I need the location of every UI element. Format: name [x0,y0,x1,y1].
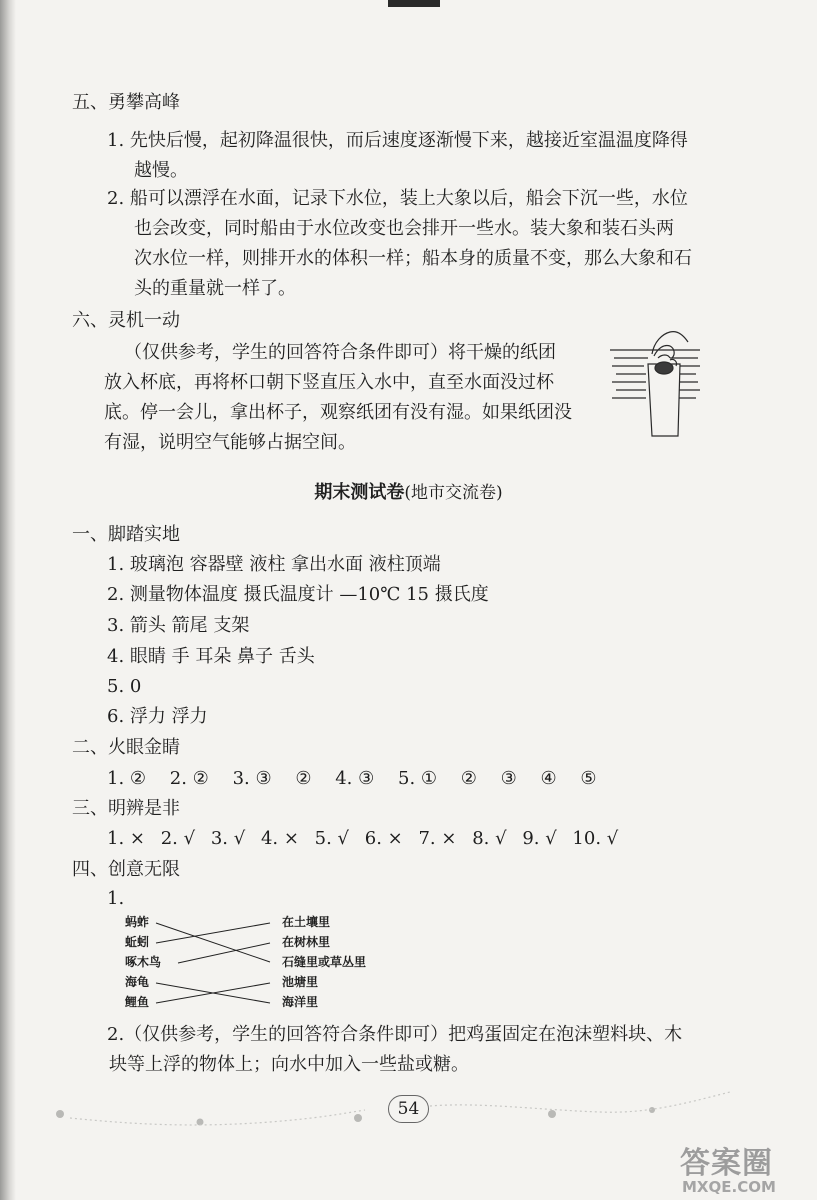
sec5-item1-line2: 越慢。 [134,160,188,181]
q2-answer: 1. ② [107,768,147,789]
q4-heading: 四、创意无限 [72,859,180,880]
q2-heading: 二、火眼金睛 [72,737,180,758]
q2-answer: ④ [540,768,557,789]
match-left-item: 鲤鱼 [125,995,150,1009]
match-right-item: 石缝里或草丛里 [282,955,367,969]
q2-answer: ② [295,768,312,789]
q3-answer: 7. × [418,828,457,849]
q2-answer: ③ [500,768,517,789]
q2-answer: 4. ③ [335,768,375,789]
match-line [156,923,270,962]
sec6-line4: 有湿，说明空气能够占据空间。 [104,432,356,453]
q3-answer: 9. √ [522,828,557,849]
q2-answer: ② [460,768,477,789]
scan-edge-shadow [0,0,16,1200]
watermark-url: MXQE.COM [682,1178,776,1196]
q1-answer-5: 5. 0 [107,676,142,697]
sec6-line3: 底。停一会儿，拿出杯子，观察纸团有没有湿。如果纸团没 [104,402,572,423]
q3-answer: 4. × [260,828,299,849]
q1-answer-2: 2. 测量物体温度 摄氏温度计 —10℃ 15 摄氏度 [107,584,489,605]
sec5-item2-line1: 2. 船可以漂浮在水面，记录下水位，装上大象以后，船会下沉一些，水位 [107,188,688,209]
match-right-item: 在树林里 [282,935,331,949]
match-left-item: 蚯蚓 [125,935,150,949]
q3-answer: 8. √ [472,828,507,849]
q3-answer: 6. × [364,828,403,849]
q4-item1-number: 1. [107,888,125,909]
cup-in-water-illustration [608,328,703,440]
q3-answer: 3. √ [210,828,246,849]
q1-answer-4: 4. 眼睛 手 耳朵 鼻子 舌头 [107,646,315,667]
top-binding-mark [388,0,440,7]
sec5-item1-line1: 1. 先快后慢，起初降温很快，而后速度逐渐慢下来，越接近室温温度降得 [107,130,688,151]
q4-item2-line2: 块等上浮的物体上；向水中加入一些盐或糖。 [109,1054,469,1075]
exam-title-sub: (地市交流卷) [404,483,503,503]
sec6-line1: （仅供参考，学生的回答符合条件即可）将干燥的纸团 [124,342,556,363]
q1-answer-6: 6. 浮力 浮力 [107,706,208,727]
q3-answers [107,824,618,854]
match-right-item: 海洋里 [282,995,319,1009]
q3-heading: 三、明辨是非 [72,798,180,819]
sec6-line2: 放入杯底，再将杯口朝下竖直压入水中，直至水面没过杯 [104,372,554,393]
q3-answer: 1. × [107,828,145,849]
sec5-item2-line2: 也会改变，同时船由于水位改变也会排开一些水。装大象和装石头两 [134,218,674,239]
q2-answer: 3. ③ [232,768,272,789]
q2-answers [107,764,597,794]
matching-diagram [120,910,410,1020]
q3-answer: 5. √ [314,828,350,849]
watermark [680,1138,810,1198]
q1-answer-1: 1. 玻璃泡 容器壁 液柱 拿出水面 液柱顶端 [107,554,441,575]
q2-answer: ⑤ [580,768,597,789]
q1-heading: 一、脚踏实地 [72,524,180,545]
q3-answer: 2. √ [160,828,196,849]
q4-item2-line1: 2.（仅供参考，学生的回答符合条件即可）把鸡蛋固定在泡沫塑料块、木 [107,1024,683,1045]
q1-answer-3: 3. 箭头 箭尾 支架 [107,615,250,636]
section-6-heading: 六、灵机一动 [72,310,180,331]
exam-title-main: 期末测试卷 [314,482,405,503]
match-line [156,923,270,943]
match-right-item: 在土壤里 [282,915,331,929]
match-left-item: 蚂蚱 [125,915,150,929]
matching-lines [120,910,410,1020]
sec5-item2-line3: 次水位一样，则排开水的体积一样；船本身的质量不变，那么大象和石 [134,248,692,269]
page-number-text: 54 [388,1095,430,1123]
sec5-item2-line4: 头的重量就一样了。 [134,278,296,299]
q3-answer: 10. √ [572,828,619,849]
q2-answer: 2. ② [169,768,209,789]
match-left-item: 啄木鸟 [125,955,162,969]
exam-title [0,478,817,508]
section-5-heading: 五、勇攀高峰 [72,92,180,113]
q2-answer: 5. ① [398,768,438,789]
watermark-logo-text: 答案圈 [680,1146,773,1181]
match-left-item: 海龟 [125,975,150,989]
page-number [0,1095,817,1123]
match-right-item: 池塘里 [282,975,319,989]
